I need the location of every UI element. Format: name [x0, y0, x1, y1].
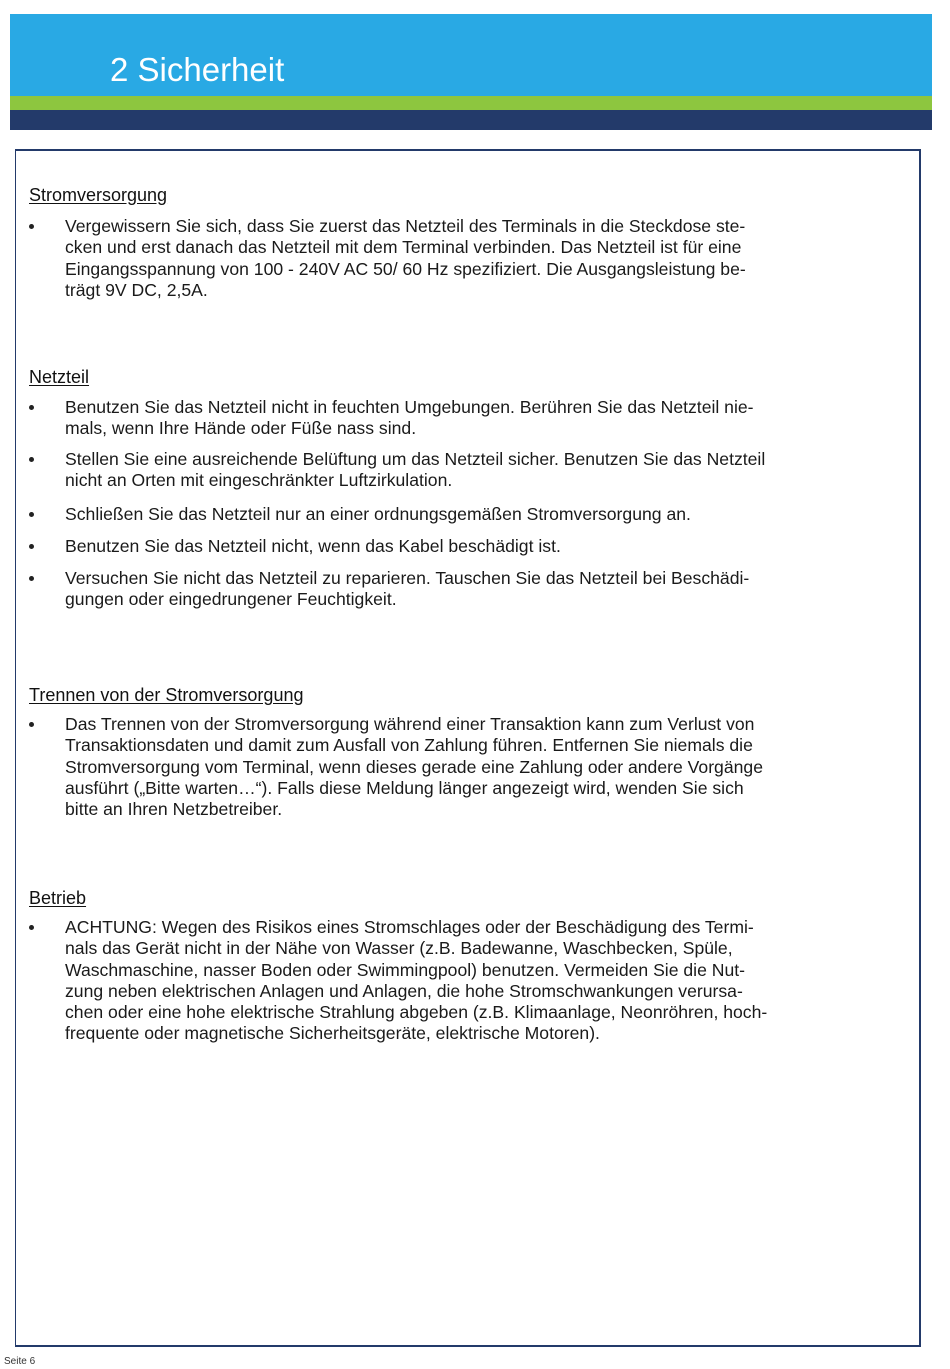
- text-line: nicht an Orten mit eingeschränkter Luftzirkulation.: [65, 470, 453, 491]
- text-line: Vergewissern Sie sich, dass Sie zuerst das Netzteil des Terminals in die Steckdose ste-: [65, 216, 746, 236]
- bullet-icon: [29, 224, 34, 229]
- bullet-icon: [29, 925, 34, 930]
- page-number: Seite 6: [4, 1356, 36, 1367]
- text-line: frequente oder magnetische Sicherheitsgeräte, elektrische Motoren).: [65, 1023, 600, 1044]
- text-line: Benutzen Sie das Netzteil nicht, wenn das Kabel beschädigt ist.: [65, 536, 561, 556]
- section-heading-stromversorgung: Stromversorgung: [29, 185, 168, 205]
- section-heading-netzteil: Netzteil: [29, 367, 90, 387]
- text-line: Eingangsspannung von 100 - 240V AC 50/ 60 Hz spezifiziert. Die Ausgangsleistung be-: [65, 258, 746, 279]
- text-line: zung neben elektrischen Anlagen und Anlagen, die hohe Stromschwankungen verursa-: [65, 980, 743, 1001]
- text-line: ACHTUNG: Wegen des Risikos eines Stromschlages oder der Beschädigung des Termi-: [65, 917, 754, 937]
- bullet-text: [65, 568, 749, 611]
- bullet-text: [65, 504, 691, 525]
- text-line: mals, wenn Ihre Hände oder Füße nass sind.: [65, 418, 417, 439]
- text-line: Waschmaschine, nasser Boden oder Swimmingpool) benutzen. Vermeiden Sie die Nut-: [65, 959, 745, 980]
- page-header-banner: [10, 14, 932, 130]
- header-green-stripe: [10, 96, 932, 110]
- bullet-icon: [29, 576, 34, 581]
- bullet-text: [65, 536, 561, 557]
- text-line: ausführt („Bitte warten…“). Falls diese Meldung länger angezeigt wird, wenden Sie sich: [65, 777, 744, 798]
- text-line: Transaktionsdaten und damit zum Ausfall von Zahlung führen. Entfernen Sie niemals die: [65, 735, 753, 756]
- bullet-text: [65, 216, 746, 301]
- text-line: bitte an Ihren Netzbetreiber.: [65, 799, 283, 820]
- text-line: chen oder eine hohe elektrische Strahlung abgeben (z.B. Klimaanlage, Neonröhren, hoch-: [65, 1002, 768, 1023]
- text-line: cken und erst danach das Netzteil mit dem Terminal verbinden. Das Netzteil ist für eine: [65, 237, 742, 258]
- bullet-text: [65, 449, 765, 492]
- text-line: Versuchen Sie nicht das Netzteil zu reparieren. Tauschen Sie das Netzteil bei Beschädi-: [65, 568, 750, 588]
- bullet-icon: [29, 722, 34, 727]
- text-line: trägt 9V DC, 2,5A.: [65, 279, 208, 300]
- header-navy-stripe: [10, 110, 932, 130]
- page-title: 2 Sicherheit: [110, 51, 285, 88]
- bullet-text: [65, 714, 763, 820]
- bullet-icon: [29, 405, 34, 410]
- bullet-icon: [29, 457, 34, 462]
- text-line: Schließen Sie das Netzteil nur an einer ordnungsgemäßen Stromversorgung an.: [65, 504, 691, 524]
- section-heading-trennen: Trennen von der Stromversorgung: [29, 685, 304, 705]
- bullet-icon: [29, 512, 34, 517]
- bullet-text: [65, 917, 767, 1045]
- text-line: Benutzen Sie das Netzteil nicht in feuchten Umgebungen. Berühren Sie das Netzteil nie-: [65, 397, 754, 417]
- text-line: Stromversorgung vom Terminal, wenn dieses gerade eine Zahlung oder andere Vorgänge: [65, 756, 763, 777]
- text-line: Stellen Sie eine ausreichende Belüftung um das Netzteil sicher. Benutzen Sie das Netzteil: [65, 449, 766, 469]
- bullet-icon: [29, 544, 34, 549]
- section-heading-betrieb: Betrieb: [29, 888, 87, 908]
- text-line: Das Trennen von der Stromversorgung während einer Transaktion kann zum Verlust von: [65, 714, 755, 734]
- text-line: gungen oder eingedrungener Feuchtigkeit.: [65, 589, 397, 610]
- text-line: nals das Gerät nicht in der Nähe von Wasser (z.B. Badewanne, Waschbecken, Spüle,: [65, 938, 733, 959]
- bullet-text: [65, 397, 754, 440]
